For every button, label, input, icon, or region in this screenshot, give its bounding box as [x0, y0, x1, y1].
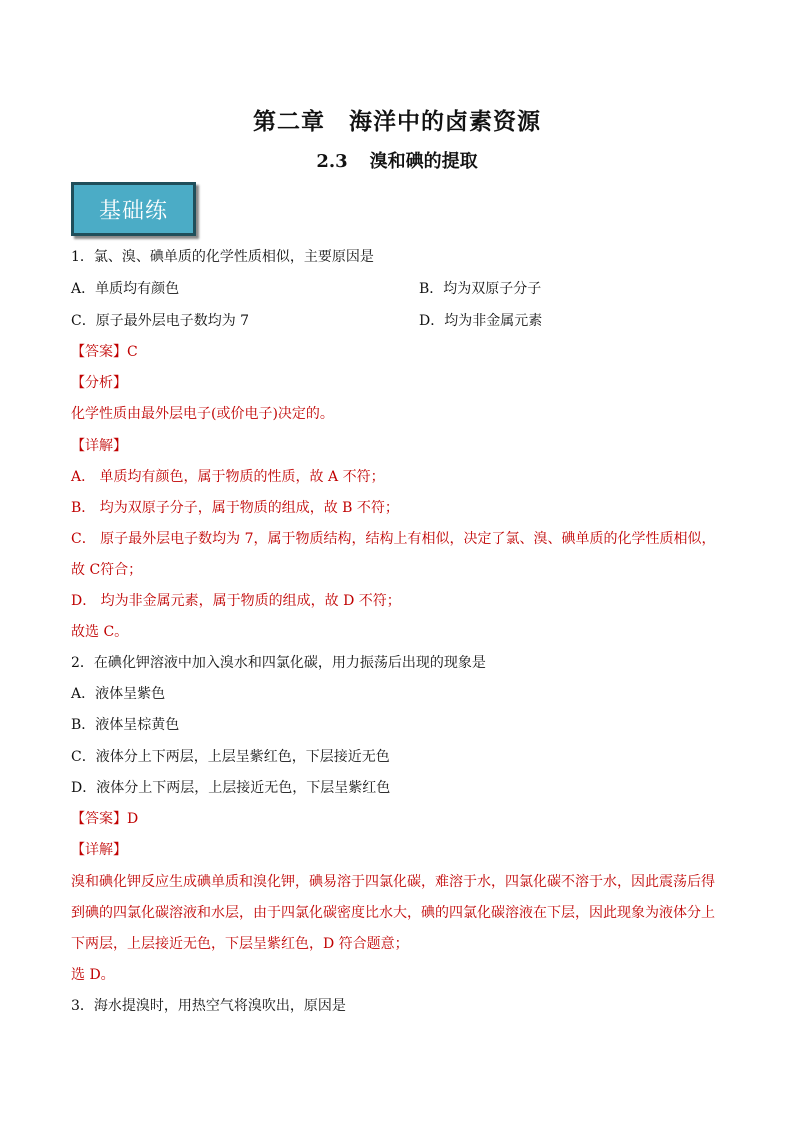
question-3-stem: 3．海水提溴时，用热空气将溴吹出，原因是 [71, 998, 346, 1014]
question-1-option-row-1 [71, 279, 542, 299]
question-1-detail-c-cont: 故 C符合； [71, 562, 143, 578]
question-2-answer [71, 809, 138, 829]
basic-practice-badge [71, 182, 196, 236]
question-1-option-d: D．均为非金属元素 [419, 313, 543, 329]
answer-tag: 【答案】 [71, 344, 127, 360]
answer-value: C [127, 344, 138, 360]
question-1-stem: 1．氯、溴、碘单质的化学性质相似，主要原因是 [71, 249, 374, 265]
answer-value: D [127, 811, 139, 827]
section-title: 2.3 溴和碘的提取 [316, 151, 478, 172]
question-1-option-row-2 [71, 311, 543, 331]
question-1-detail-a: A． 单质均有颜色，属于物质的性质，故 A 不符； [71, 469, 385, 485]
question-2-conclusion: 选 D。 [71, 967, 115, 983]
question-1-detail-b: B． 均为双原子分子，属于物质的组成，故 B 不符； [71, 500, 399, 516]
question-2-stem: 2．在碘化钾溶液中加入溴水和四氯化碳，用力振荡后出现的现象是 [71, 655, 486, 671]
question-2-detail-line-3: 下两层，上层接近无色，下层呈紫红色，D 符合题意； [71, 936, 409, 952]
question-2-option-c: C．液体分上下两层，上层呈紫红色，下层接近无色 [71, 749, 390, 765]
question-2-detail-line-2: 到碘的四氯化碳溶液和水层，由于四氯化碳密度比水大，碘的四氯化碳溶液在下层，因此现象为液体分上 [71, 905, 715, 921]
question-2-option-d: D．液体分上下两层，上层接近无色，下层呈紫红色 [71, 780, 391, 796]
question-1-conclusion: 故选 C。 [71, 624, 129, 640]
question-1-detail-d: D． 均为非金属元素，属于物质的组成，故 D 不符； [71, 593, 401, 609]
question-2-detail-tag: 【详解】 [71, 842, 127, 858]
question-2-option-a: A．液体呈紫色 [71, 686, 166, 702]
question-1-answer [71, 342, 138, 362]
question-1-analysis: 化学性质由最外层电子(或价电子)决定的。 [71, 406, 334, 422]
question-1-detail-tag: 【详解】 [71, 438, 127, 454]
question-2-option-b: B．液体呈棕黄色 [71, 717, 180, 733]
question-1-option-a: A．单质均有颜色 [71, 281, 180, 297]
question-1-option-b: B．均为双原子分子 [419, 281, 542, 297]
question-1-option-c: C．原子最外层电子数均为 7 [71, 313, 250, 329]
question-1-detail-c: C． 原子最外层电子数均为 7，属于物质结构，结构上有相似，决定了氯、溴、碘单质的化学性质相似， [71, 531, 716, 547]
badge-label: 基础练 [71, 182, 196, 236]
question-1-analysis-tag: 【分析】 [71, 375, 127, 391]
answer-tag: 【答案】 [71, 811, 127, 827]
chapter-title: 第二章 海洋中的卤素资源 [253, 108, 541, 135]
question-2-detail-line-1: 溴和碘化钾反应生成碘单质和溴化钾，碘易溶于四氯化碳，难溶于水，四氯化碳不溶于水，因此震荡后得 [71, 874, 715, 890]
